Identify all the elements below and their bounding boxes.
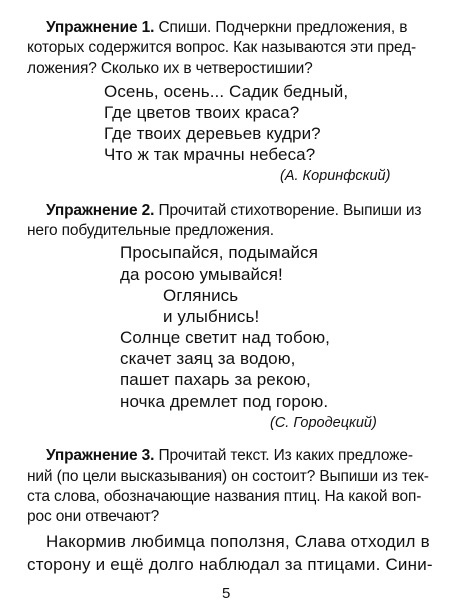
poem-2-line-6: скачет заяц за водою, <box>120 349 296 369</box>
poem-1-line-3: Где твоих деревьев кудри? <box>104 124 321 144</box>
poem-1-line-2: Где цветов твоих краса? <box>104 102 300 122</box>
exercise-3-title: Упражнение 3. <box>46 447 155 465</box>
exercise-1-title: Упражнение 1. <box>46 19 155 36</box>
exercise-1-instruction-line-1: Упражнение 1. Спиши. Подчеркни предложения, в <box>46 19 408 36</box>
poem-2-line-4: и улыбнись! <box>163 306 260 326</box>
exercise-1-instruction-line-3: ложения? Сколько их в четверостишии? <box>27 59 313 77</box>
poem-2-line-8: ночка дремлет под горою. <box>120 391 329 411</box>
page-number: 5 <box>222 585 231 602</box>
exercise-3-instruction-line-3: ста слова, обозначающие названия птиц. На какой воп- <box>27 487 422 505</box>
poem-1-line-4: Что ж так мрачны небеса? <box>104 145 316 165</box>
poem-2-line-3: Оглянись <box>163 285 239 305</box>
exercise-3-instruction-line-4: рос они отвечают? <box>27 508 160 526</box>
exercise-1-instruction-line-2: которых содержится вопрос. Как называются эти пред- <box>27 39 416 57</box>
poem-2-line-5: Солнце светит над тобою, <box>120 328 331 347</box>
poem-2-author: (С. Городецкий) <box>270 414 377 431</box>
exercise-3-instruction-line-2: ний (по цели высказывания) он состоит? Выпиши из тек- <box>27 467 429 485</box>
exercise-3-text-line-1: Накормив любимца поползня, Слава отходил в <box>46 532 430 551</box>
poem-1-author: (А. Коринфский) <box>280 168 391 185</box>
poem-2-line-1: Просыпайся, подымайся <box>120 243 319 263</box>
poem-1-line-1: Осень, осень... Садик бедный, <box>104 81 349 101</box>
poem-2-line-7: пашет пахарь за рекою, <box>120 370 311 390</box>
poem-2-line-2: да росою умывайся! <box>120 264 283 284</box>
exercise-2-title: Упражнение 2. <box>46 201 155 219</box>
exercise-2-instruction-line-1: Упражнение 2. Прочитай стихотворение. Выпиши из <box>46 201 422 219</box>
exercise-3-text-line-2: сторону и ещё долго наблюдал за птицами. Сини- <box>27 555 433 574</box>
exercise-3-instruction-line-1: Упражнение 3. Прочитай текст. Из каких предложе- <box>46 447 413 465</box>
exercise-2-instruction-line-2: него побудительные предложения. <box>27 222 274 240</box>
